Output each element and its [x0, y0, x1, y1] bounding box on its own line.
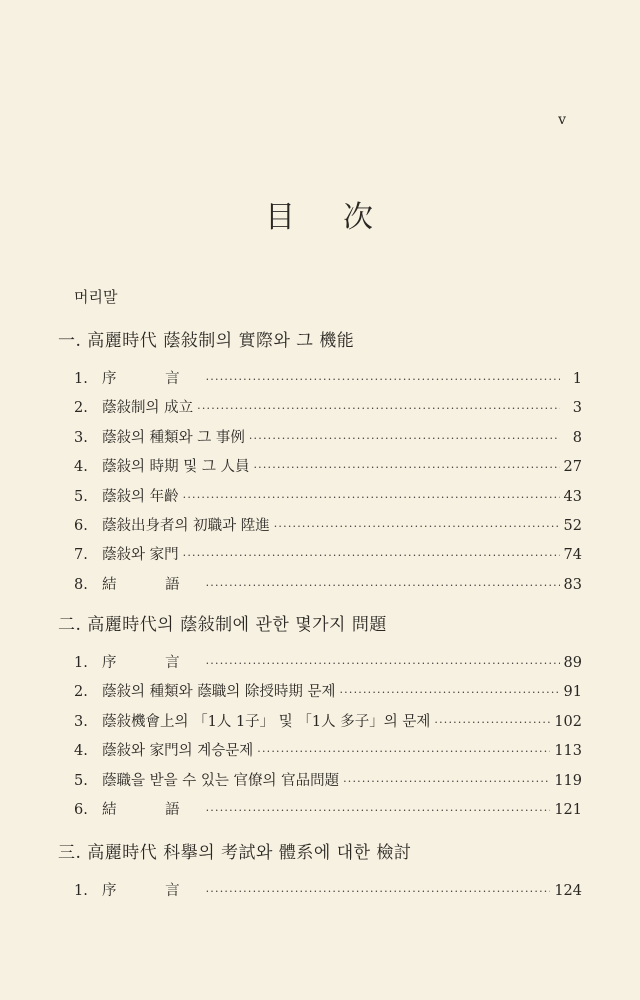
toc-entries	[58, 367, 600, 602]
toc-section-3	[58, 838, 600, 908]
toc-entry: 5. 蔭職을 받을 수 있는 官僚의 官品問題 ····· 119	[58, 769, 582, 798]
toc-entry: 6. 結 語 ····· 121	[58, 798, 582, 827]
toc-entry: 3. 蔭敍機會上의 「1人 1子」 및 「1人 多子」의 문제 ····· 102	[58, 710, 582, 739]
entry-page: 52	[563, 517, 582, 534]
entry-page: 121	[554, 801, 582, 818]
section-heading: 三. 高麗時代 科擧의 考試와 體系에 대한 檢討	[58, 843, 412, 863]
entry-title: 蔭敍의 種類와 그 事例	[102, 429, 245, 446]
entry-page: 43	[563, 488, 582, 505]
entry-page: 119	[554, 772, 582, 789]
dot-leader	[274, 520, 560, 533]
entry-title: 序 言	[102, 655, 202, 671]
entry-page: 27	[563, 459, 582, 476]
toc-entry: 4. 蔭敍와 家門의 계승문제 ····· 113	[58, 739, 582, 768]
entry-title: 結 語	[102, 801, 202, 818]
toc-entry: 7. 蔭敍와 家門 ····· 74	[58, 543, 582, 572]
entry-title: 蔭敍機會上의 「1人 1子」 및 「1人 多子」의 문제	[102, 713, 431, 730]
dot-leader	[249, 432, 560, 445]
entry-title: 蔭敍와 家門의 계승문제	[102, 743, 254, 760]
entry-page: 124	[554, 883, 582, 899]
entry-title: 序 言	[102, 371, 202, 387]
toc-entry: 3. 蔭敍의 種類와 그 事例 ····· 8	[58, 426, 582, 455]
entry-page: 3	[572, 400, 582, 417]
entry-page: 74	[563, 547, 582, 564]
dot-leader	[257, 745, 550, 758]
entry-page: 89	[563, 655, 582, 671]
toc-entries	[58, 879, 600, 908]
toc-entry: 6. 蔭敍出身者의 初職과 陞進 ····· 52	[58, 514, 582, 543]
section-heading: 一. 高麗時代 蔭敍制의 實際와 그 機能	[58, 331, 355, 351]
dot-leader	[183, 549, 560, 562]
toc-entry: 1. 序 言 ····· 124	[58, 879, 582, 908]
dot-leader	[434, 716, 550, 729]
preface-entry: 머리말	[74, 288, 118, 306]
dot-leader	[253, 461, 559, 474]
entry-title: 蔭敍制의 成立	[102, 400, 194, 417]
page-number: v	[558, 112, 566, 128]
entry-page: 91	[563, 684, 582, 701]
entry-title: 序 言	[102, 883, 202, 899]
toc-entry: 2. 蔭敍의 種類와 蔭職의 除授時期 문제 ····· 91	[58, 680, 582, 709]
section-heading: 二. 高麗時代의 蔭敍制에 관한 몇가지 問題	[58, 615, 387, 635]
dot-leader	[206, 579, 560, 592]
entry-title: 蔭敍의 時期 및 그 人員	[102, 459, 250, 476]
page-title	[0, 192, 640, 236]
entry-title: 蔭職을 받을 수 있는 官僚의 官品問題	[102, 772, 340, 789]
dot-leader	[206, 804, 551, 817]
entry-title: 蔭敍의 年齡	[102, 488, 179, 505]
toc-section-1	[58, 326, 600, 602]
dot-leader	[206, 373, 560, 386]
dot-leader	[197, 402, 560, 415]
toc-entries	[58, 651, 600, 827]
entry-page: 113	[554, 743, 582, 760]
title-char-2: 次	[343, 200, 375, 235]
entry-page: 102	[554, 713, 582, 730]
toc-entry: 2. 蔭敍制의 成立 ····· 3	[58, 396, 582, 425]
toc-entry: 1. 序 言 ····· 89	[58, 651, 582, 680]
toc-entry: 8. 結 語 ····· 83	[58, 573, 582, 602]
dot-leader	[206, 885, 551, 898]
entry-page: 1	[572, 371, 582, 387]
toc-entry: 5. 蔭敍의 年齡 ····· 43	[58, 485, 582, 514]
toc-entry: 4. 蔭敍의 時期 및 그 人員 ····· 27	[58, 455, 582, 484]
dot-leader	[183, 491, 560, 504]
entry-title: 蔭敍와 家門	[102, 547, 179, 564]
dot-leader	[206, 657, 560, 670]
entry-page: 83	[563, 576, 582, 593]
entry-title: 蔭敍의 種類와 蔭職의 除授時期 문제	[102, 684, 336, 701]
entry-title: 結 語	[102, 576, 202, 593]
dot-leader	[343, 775, 550, 788]
entry-title: 蔭敍出身者의 初職과 陞進	[102, 517, 270, 534]
toc-section-2	[58, 610, 600, 827]
toc-entry: 1. 序 言 ····· 1	[58, 367, 582, 396]
entry-page: 8	[572, 429, 582, 446]
dot-leader	[339, 686, 559, 699]
title-char-1: 目	[265, 200, 297, 235]
